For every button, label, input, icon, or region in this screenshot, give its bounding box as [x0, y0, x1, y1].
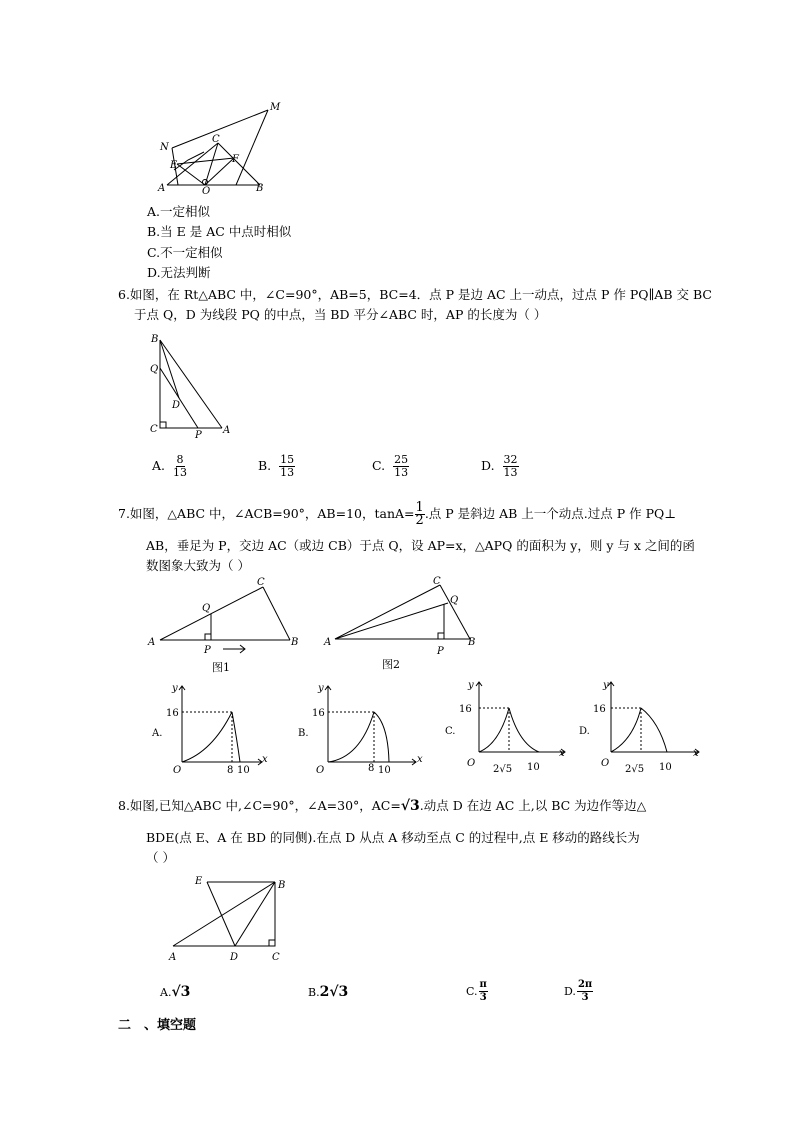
- q8-option-c-num: π: [479, 979, 487, 990]
- q8-label-A: A: [169, 952, 177, 963]
- q6-option-c-den: 13: [394, 466, 409, 479]
- q6-option-a: [152, 454, 187, 479]
- q7-fig2-label-Q: Q: [450, 595, 459, 606]
- q7-graph-a-16: 16: [166, 708, 179, 719]
- q6-option-c-letter: C.: [372, 458, 386, 473]
- q7-graph-a-O: O: [173, 765, 182, 776]
- q6-option-d: [481, 454, 519, 479]
- q7-graph-c-x: x: [559, 748, 565, 759]
- q6-option-b-num: 15: [280, 453, 295, 466]
- q6-option-a-letter: A.: [152, 458, 166, 473]
- q6-label-B: B: [151, 334, 159, 345]
- q5-label-E: E: [170, 160, 178, 171]
- q7-graph-a-10: 10: [237, 765, 250, 776]
- q8-stem-line1-b: .动点 D 在边 AC 上,以 BC 为边作等边△: [419, 798, 647, 813]
- q8-stem-line1-a: 8.如图,已知△ABC 中,∠C=90°，∠A=30°，AC=: [118, 798, 401, 813]
- q6-option-b: [258, 454, 295, 479]
- q6-figure: [145, 330, 240, 440]
- q5-label-O: O: [202, 186, 211, 197]
- q5-option-b: B.当 E 是 AC 中点时相似: [147, 224, 292, 239]
- q7-graph-d: [575, 676, 705, 776]
- q7-fig1-label-B: B: [291, 637, 299, 648]
- q7-graph-b-x: x: [417, 754, 423, 765]
- q7-fig2-label-C: C: [433, 576, 441, 587]
- q7-fig2-label-A: A: [324, 637, 332, 648]
- q5-label-M: M: [270, 102, 281, 113]
- q7-tan-den: 2: [415, 513, 424, 528]
- q7-graph-d-letter: D.: [579, 726, 590, 737]
- q8-option-c-fraction: [479, 979, 488, 1004]
- q8-label-E: E: [195, 876, 203, 887]
- q6-option-a-num: 8: [176, 453, 184, 466]
- q5-figure: [150, 98, 290, 197]
- q6-stem-line1: 6.如图，在 Rt△ABC 中，∠C=90°，AB=5，BC=4．点 P 是边 AC 上一动点，过点 P 作 PQ∥AB 交 BC: [118, 287, 712, 302]
- q8-option-d-den: 3: [581, 992, 589, 1003]
- q8-option-c-letter: C.: [466, 985, 478, 998]
- q5-label-A: A: [158, 183, 166, 194]
- q8-label-C: C: [272, 952, 280, 963]
- q7-fig1-caption: 图1: [212, 661, 230, 674]
- q8-option-b-letter: B.: [308, 986, 320, 999]
- q7-graph-b-10: 10: [378, 765, 391, 776]
- q6-option-a-den: 13: [173, 466, 187, 479]
- q7-graph-d-x: x: [693, 748, 699, 759]
- q8-option-d-fraction: [577, 979, 593, 1004]
- q6-option-c-num: 25: [394, 453, 409, 466]
- q8-figure: [165, 870, 295, 965]
- q8-option-d-letter: D.: [564, 985, 576, 998]
- q7-fig2-label-B: B: [468, 637, 476, 648]
- q7-graph-d-O: O: [601, 758, 610, 769]
- q7-graph-c-root: 2√5: [493, 764, 513, 775]
- q6-label-P: P: [195, 430, 202, 441]
- q7-graph-b-O: O: [316, 765, 325, 776]
- q8-ac-value: √3: [400, 798, 420, 814]
- q7-fig1-label-Q: Q: [202, 603, 211, 614]
- q7-stem-line1: [118, 502, 676, 527]
- q7-graph-c: [443, 676, 573, 776]
- q6-option-d-den: 13: [503, 466, 518, 479]
- section-heading: 二 、填空题: [118, 1018, 197, 1033]
- q6-option-b-letter: B.: [258, 458, 272, 473]
- q7-fig1-label-A: A: [148, 637, 156, 648]
- q6-option-c: [372, 454, 409, 479]
- q7-figure2: [320, 572, 485, 662]
- q6-option-b-fraction: [279, 454, 295, 479]
- q7-graph-b-8: 8: [368, 763, 375, 774]
- q7-graph-d-root: 2√5: [625, 764, 645, 775]
- q8-stem-line1: [118, 796, 646, 814]
- q8-option-d: [564, 979, 593, 1004]
- q7-graph-c-O: O: [467, 758, 476, 769]
- q7-stem-line2: AB，垂足为 P，交边 AC（或边 CB）于点 Q，设 AP=x，△APQ 的面积为 y，则 y 与 x 之间的函: [146, 538, 695, 553]
- q7-graph-b-y: y: [318, 683, 324, 694]
- q7-graph-a-8: 8: [227, 765, 234, 776]
- q7-figure1: [145, 575, 305, 674]
- q6-label-A: A: [223, 425, 231, 436]
- q7-fig1-label-C: C: [257, 577, 265, 588]
- q8-option-c-den: 3: [479, 992, 487, 1003]
- q5-label-C: C: [212, 134, 220, 145]
- q7-stem-line1-b: .点 P 是斜边 AB 上一个动点.过点 P 作 PQ⊥: [424, 506, 677, 521]
- q7-graph-b-letter: B.: [298, 728, 309, 739]
- q5-label-F: F: [232, 154, 239, 165]
- q7-graph-a-x: x: [262, 754, 268, 765]
- q5-label-B: B: [256, 183, 264, 194]
- q7-fig1-label-P: P: [204, 645, 211, 656]
- q7-graph-b-16: 16: [312, 708, 325, 719]
- q7-fig2-label-P: P: [437, 646, 444, 657]
- q7-graph-b: [296, 680, 431, 775]
- q8-label-B: B: [278, 880, 286, 891]
- q7-graph-c-10: 10: [527, 762, 540, 773]
- q8-stem-line2: BDE(点 E、A 在 BD 的同侧).在点 D 从点 A 移动至点 C 的过程中,点 E 移动的路线长为: [146, 830, 640, 845]
- q7-stem-line3: 数图象大致为（ ）: [146, 558, 250, 573]
- q7-graph-a: [150, 680, 270, 775]
- q6-option-d-num: 32: [503, 453, 518, 466]
- q7-stem-line1-a: 7.如图，△ABC 中，∠ACB=90°，AB=10，tanA=: [118, 506, 415, 521]
- q7-graph-a-letter: A.: [152, 728, 163, 739]
- q7-graph-c-letter: C.: [445, 726, 456, 737]
- q6-stem-line2: 于点 Q，D 为线段 PQ 的中点，当 BD 平分∠ABC 时，AP 的长度为（ ）: [134, 307, 547, 322]
- q6-label-Q: Q: [150, 364, 159, 375]
- q8-option-b: [308, 984, 348, 1000]
- q5-option-a: A.一定相似: [147, 204, 211, 219]
- q6-option-d-fraction: [503, 454, 519, 479]
- q8-stem-line3: （ ）: [146, 850, 175, 865]
- q7-tan-num: 1: [415, 500, 424, 515]
- q5-label-N: N: [160, 142, 169, 153]
- q5-option-c: C.不一定相似: [147, 245, 223, 260]
- q8-option-a: [160, 984, 190, 1000]
- q5-option-d: D.无法判断: [147, 265, 211, 280]
- q7-tan-fraction: [415, 502, 425, 527]
- q8-option-a-value: √3: [171, 984, 191, 1000]
- q7-graph-a-y: y: [172, 683, 178, 694]
- q8-option-a-letter: A.: [160, 986, 172, 999]
- q6-label-C: C: [150, 424, 158, 435]
- q6-option-c-fraction: [393, 454, 409, 479]
- q8-label-D: D: [230, 952, 239, 963]
- q6-option-d-letter: D.: [481, 458, 495, 473]
- q7-fig2-caption: 图2: [382, 658, 400, 671]
- q8-option-b-value: 2√3: [319, 984, 349, 1000]
- q8-option-c: [466, 979, 488, 1004]
- q8-option-d-num: 2π: [577, 979, 593, 990]
- q7-graph-c-16: 16: [459, 704, 472, 715]
- q7-graph-d-10: 10: [659, 762, 672, 773]
- q7-graph-c-y: y: [468, 680, 474, 691]
- q7-graph-d-16: 16: [593, 704, 606, 715]
- q6-option-a-fraction: [173, 454, 187, 479]
- q6-option-b-den: 13: [280, 466, 295, 479]
- q6-label-D: D: [172, 400, 181, 411]
- q7-graph-d-y: y: [603, 680, 609, 691]
